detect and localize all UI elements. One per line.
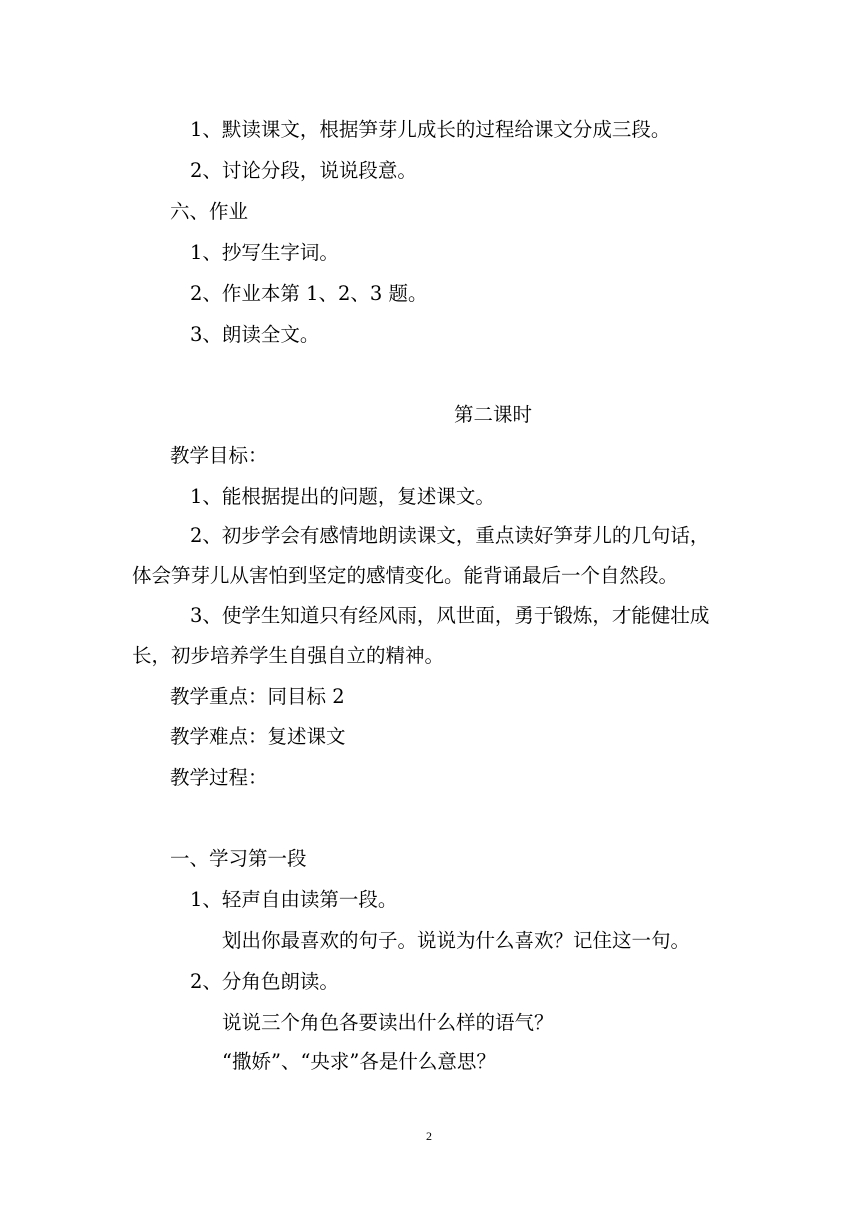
teaching-process-heading: 教学过程：	[170, 766, 268, 789]
objectives-heading: 教学目标：	[170, 444, 268, 467]
part-one-step-1-task: 划出你最喜欢的句子。说说为什么喜欢？记住这一句。	[222, 929, 691, 952]
lesson-title: 第二课时	[454, 403, 533, 426]
objective-2-line-1: 2、初步学会有感情地朗读课文，重点读好笋芽儿的几句话，	[190, 524, 710, 547]
part-one-step-2-question-1: 说说三个角色各要读出什么样的语气？	[222, 1011, 554, 1034]
objective-3-line-2: 长，初步培养学生自强自立的精神。	[132, 644, 445, 667]
homework-item-1: 1、抄写生字词。	[190, 241, 339, 264]
homework-item-2: 2、作业本第 1、2、3 题。	[190, 282, 428, 305]
part-one-step-2: 2、分角色朗读。	[190, 970, 339, 993]
section-homework-heading: 六、作业	[170, 200, 249, 223]
teaching-focus: 教学重点：同目标 2	[170, 685, 345, 708]
step-discuss-paragraphs: 2、讨论分段，说说段意。	[190, 159, 417, 182]
homework-item-3: 3、朗读全文。	[190, 323, 320, 346]
part-one-heading: 一、学习第一段	[170, 847, 307, 870]
part-one-step-1: 1、轻声自由读第一段。	[190, 888, 398, 911]
objective-1: 1、能根据提出的问题，复述课文。	[190, 485, 495, 508]
objective-3-line-1: 3、使学生知道只有经风雨，风世面，勇于锻炼，才能健壮成	[190, 604, 710, 627]
teaching-difficulty: 教学难点：复述课文	[170, 725, 346, 748]
step-read-silently: 1、默读课文，根据笋芽儿成长的过程给课文分成三段。	[190, 118, 671, 141]
part-one-step-2-question-2: “撒娇”、“央求”各是什么意思？	[222, 1050, 496, 1073]
page-number: 2	[426, 1129, 432, 1143]
objective-2-line-2: 体会笋芽儿从害怕到坚定的感情变化。能背诵最后一个自然段。	[132, 564, 679, 587]
